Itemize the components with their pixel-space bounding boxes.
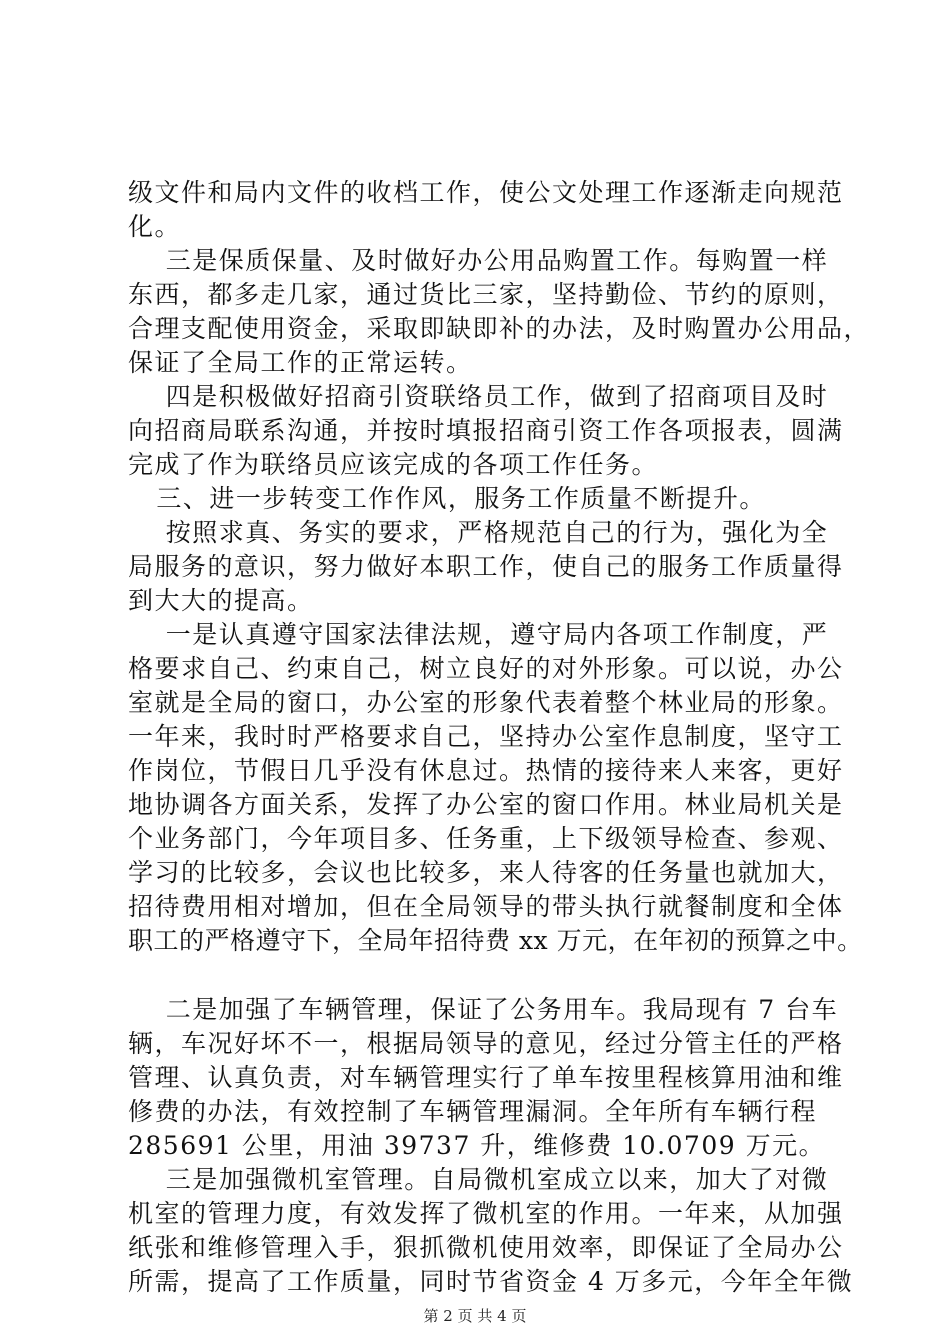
text-line: 所需，提高了工作质量，同时节省资金 4 万多元，今年全年微 [128,1267,854,1296]
text-line: 管理、认真负责，对车辆管理实行了单车按里程核算用油和维 [128,1063,844,1092]
text-line: 二是加强了车辆管理，保证了公务用车。我局现有 7 台车 [128,995,839,1024]
text-line: 格要求自己、约束自己，树立良好的对外形象。可以说，办公 [128,654,844,683]
text-line: 三是加强微机室管理。自局微机室成立以来，加大了对微 [128,1165,829,1194]
text-line: 四是积极做好招商引资联络员工作，做到了招商项目及时 [128,382,829,411]
text-line: 职工的严格遵守下，全局年招待费 xx 万元，在年初的预算之中。 [128,926,863,955]
text-line: 局服务的意识，努力做好本职工作，使自己的服务工作质量得 [128,552,844,581]
text-line: 修费的办法，有效控制了车辆管理漏洞。全年所有车辆行程 [128,1097,818,1126]
text-line: 化。 [128,212,182,241]
text-line: 辆，车况好坏不一，根据局领导的意见，经过分管主任的严格 [128,1029,844,1058]
text-line: 个业务部门，今年项目多、任务重，上下级领导检查、参观、 [128,824,844,853]
text-line: 向招商局联系沟通，并按时填报招商引资工作各项报表，圆满 [128,416,844,445]
text-line: 一是认真遵守国家法律法规，遵守局内各项工作制度，严 [128,620,829,649]
text-line: 学习的比较多，会议也比较多，来人待客的任务量也就加大， [128,858,844,887]
text-line: 机室的管理力度，有效发挥了微机室的作用。一年来，从加强 [128,1199,844,1228]
text-line: 完成了作为联络员应该完成的各项工作任务。 [128,450,659,479]
text-line: 按照求真、务实的要求，严格规范自己的行为，强化为全 [128,518,829,547]
text-line: 纸张和维修管理入手，狠抓微机使用效率，即保证了全局办公 [128,1233,844,1262]
text-line: 室就是全局的窗口，办公室的形象代表着整个林业局的形象。 [128,688,844,717]
text-line: 合理支配使用资金，采取即缺即补的办法，及时购置办公用品， [128,314,871,343]
text-line: 一年来，我时时严格要求自己，坚持办公室作息制度，坚守工 [128,722,844,751]
text-line: 招待费用相对增加，但在全局领导的带头执行就餐制度和全体 [128,892,844,921]
text-line: 到大大的提高。 [128,586,314,615]
text-line: 保证了全局工作的正常运转。 [128,348,473,377]
page-number-footer: 第 2 页 共 4 页 [423,1307,527,1325]
text-line: 级文件和局内文件的收档工作，使公文处理工作逐渐走向规范 [128,178,844,207]
section-heading: 三、进一步转变工作作风，服务工作质量不断提升。 [128,484,766,513]
text-line: 作岗位，节假日几乎没有休息过。热情的接待来人来客，更好 [128,756,844,785]
text-line: 东西，都多走几家，通过货比三家，坚持勤俭、节约的原则， [128,280,844,309]
text-line: 地协调各方面关系，发挥了办公室的窗口作用。林业局机关是 [128,790,844,819]
text-line: 三是保质保量、及时做好办公用品购置工作。每购置一样 [128,246,829,275]
text-line: 285691 公里，用油 39737 升，维修费 10.0709 万元。 [128,1131,826,1160]
